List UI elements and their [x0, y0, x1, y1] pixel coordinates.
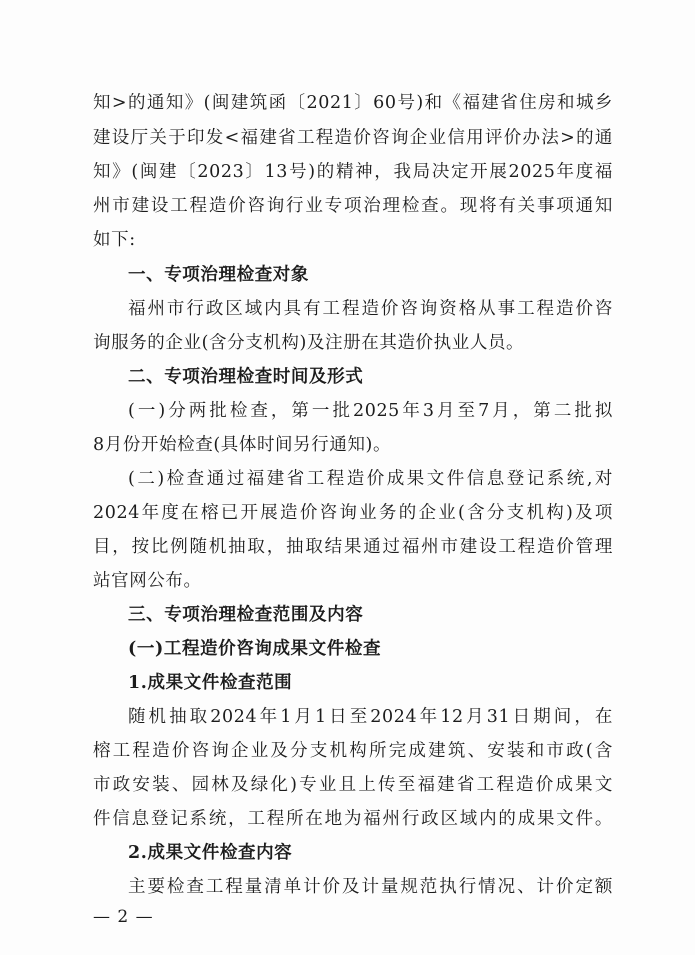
body-text-line-18: 主要检查工程量清单计价及计量规范执行情况、计价定额 [128, 877, 613, 897]
body-text-line-13: 站官网公布。 [93, 571, 202, 591]
subsection-heading-1: (一)工程造价咨询成果文件检查 [128, 639, 382, 659]
body-text-line-7: 询服务的企业(含分支机构)及注册在其造价执业人员。 [93, 333, 525, 353]
body-text-line-1: 知>的通知》(闽建筑函〔2021〕60号)和《福建省住房和城乡 [93, 93, 613, 113]
body-text-line-6: 福州市行政区域内具有工程造价咨询资格从事工程造价咨 [128, 299, 613, 319]
body-text-line-4: 州市建设工程造价咨询行业专项治理检查。现将有关事项通知 [93, 196, 613, 216]
body-text-line-9: 8月份开始检查(具体时间另行通知)。 [93, 435, 392, 455]
page-number: — 2 — [93, 907, 154, 927]
body-text-line-10: (二)检查通过福建省工程造价成果文件信息登记系统,对 [128, 469, 613, 489]
body-text-line-2: 建设厅关于印发<福建省工程造价咨询企业信用评价办法>的通 [93, 128, 613, 148]
body-text-line-15: 榕工程造价咨询企业及分支机构所完成建筑、安装和市政(含 [93, 741, 613, 761]
section-heading-1: 一、专项治理检查对象 [128, 265, 309, 285]
body-text-line-11: 2024年度在榕已开展造价咨询业务的企业(含分支机构)及项 [93, 503, 613, 523]
body-text-line-3: 知》(闽建〔2023〕13号)的精神，我局决定开展2025年度福 [93, 162, 613, 182]
body-text-line-8: (一)分两批检查，第一批2025年3月至7月，第二批拟 [128, 401, 613, 421]
body-text-line-5: 如下: [93, 230, 136, 250]
body-text-line-17: 件信息登记系统，工程所在地为福州行政区域内的成果文件。 [93, 809, 613, 829]
body-text-line-12: 目，按比例随机抽取，抽取结果通过福州市建设工程造价管理 [93, 537, 613, 557]
body-text-line-16: 市政安装、园林及绿化)专业且上传至福建省工程造价成果文 [93, 775, 613, 795]
item-heading-1: 1.成果文件检查范围 [128, 673, 293, 693]
section-heading-2: 二、专项治理检查时间及形式 [128, 367, 364, 387]
item-heading-2: 2.成果文件检查内容 [128, 843, 293, 863]
body-text-line-14: 随机抽取2024年1月1日至2024年12月31日期间，在 [128, 707, 613, 727]
section-heading-3: 三、专项治理检查范围及内容 [128, 605, 364, 625]
